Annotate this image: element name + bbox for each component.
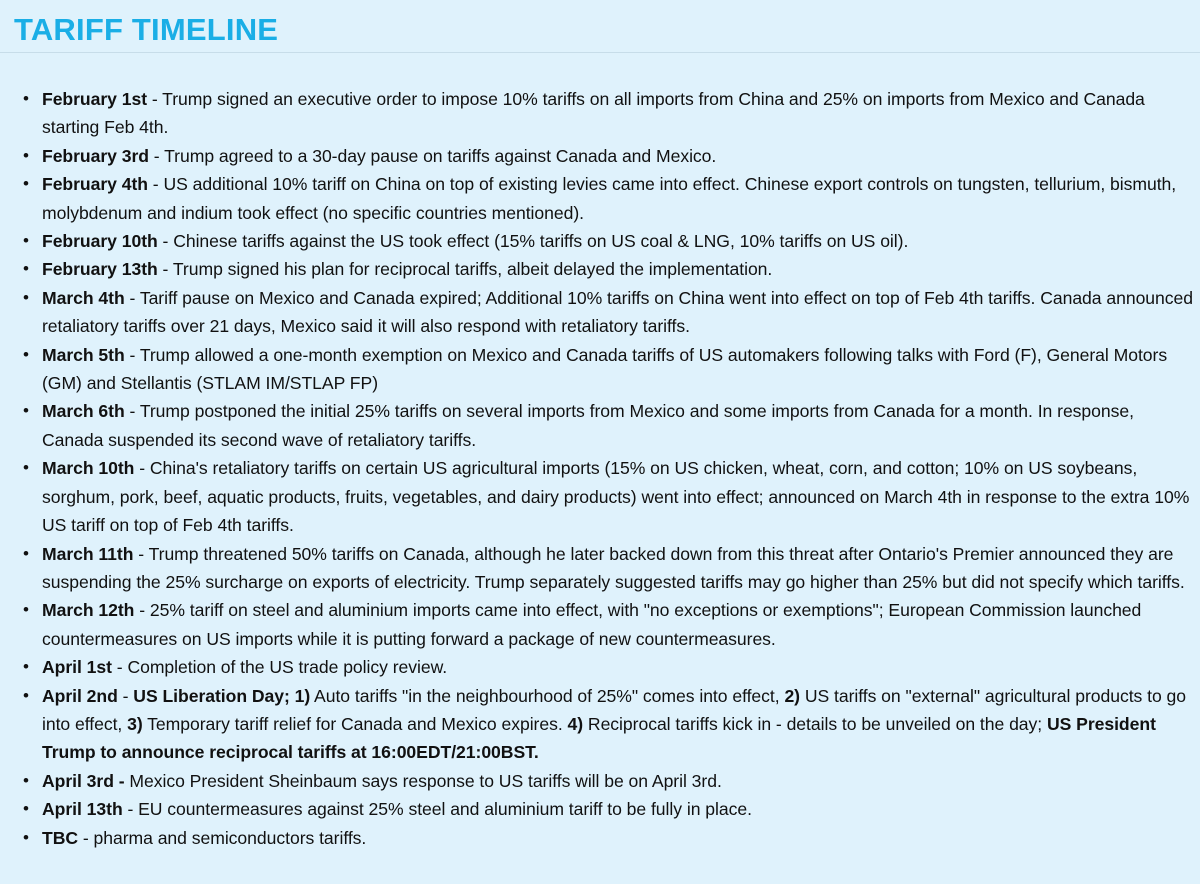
entry-text: Auto tariffs "in the neighbourhood of 25%" comes into effect, bbox=[310, 685, 785, 706]
entry-text: - EU countermeasures against 25% steel and aluminium tariff to be fully in place. bbox=[122, 799, 752, 820]
timeline-entry bbox=[23, 85, 1194, 142]
timeline-entry bbox=[23, 170, 1194, 227]
bullet-icon: • bbox=[23, 827, 29, 847]
entry-text: - Trump threatened 50% tariffs on Canada, although he later backed down from this threat after Ontario's Premier announced they are suspending the 25% surcharge on exports of electricity. Trump separately suggested tariffs may go higher than 25% but did not specify which tariffs. bbox=[42, 543, 1185, 592]
timeline-entry bbox=[23, 540, 1194, 597]
bullet-icon: • bbox=[23, 231, 29, 251]
bullet-icon: • bbox=[23, 799, 29, 819]
bullet-icon: • bbox=[23, 401, 29, 421]
bullet-icon: • bbox=[23, 145, 29, 165]
page-header bbox=[0, 0, 1200, 53]
entry-text: - 25% tariff on steel and aluminium imports came into effect, with "no exceptions or exemptions"; European Commission launched countermeasures on US imports while it is putting forward a package of new countermeasures. bbox=[42, 600, 1142, 649]
entry-text: - China's retaliatory tariffs on certain US agricultural imports (15% on US chicken, wheat, corn, and cotton; 10% on US soybeans, sorghum, pork, beef, aquatic products, fruits, vegetables, and dairy products) went into effect; announced on March 4th in response to the extra 10% US tariff on top of Feb 4th tariffs. bbox=[42, 458, 1190, 536]
timeline-entry bbox=[23, 397, 1194, 454]
entry-date: April 3rd - bbox=[42, 770, 125, 791]
bullet-icon: • bbox=[23, 174, 29, 194]
bullet-icon: • bbox=[23, 89, 29, 108]
entry-text: - pharma and semiconductors tariffs. bbox=[78, 827, 367, 848]
entry-text: - Chinese tariffs against the US took effect (15% tariffs on US coal & LNG, 10% tariffs on US oil). bbox=[157, 231, 909, 252]
entry-date: March 5th bbox=[42, 344, 125, 365]
bullet-icon: • bbox=[23, 259, 29, 279]
entry-date: February 4th bbox=[42, 174, 148, 195]
entry-emphasis: US President Trump to announce reciprocal tariffs at 16:00EDT/21:00BST. bbox=[42, 713, 1156, 763]
timeline-entry bbox=[23, 682, 1194, 767]
entry-date: February 3rd bbox=[42, 145, 149, 166]
entry-text: - Completion of the US trade policy review. bbox=[111, 657, 448, 678]
bullet-icon: • bbox=[23, 344, 29, 364]
timeline-entry bbox=[23, 227, 1194, 255]
bullet-icon: • bbox=[23, 458, 29, 478]
timeline-entry bbox=[23, 454, 1194, 539]
entry-text: Mexico President Sheinbaum says response to US tariffs will be on April 3rd. bbox=[124, 770, 722, 791]
entry-text: - Trump signed an executive order to impose 10% tariffs on all imports from China and 25% on imports from Mexico and Canada starting Feb 4th. bbox=[42, 89, 1145, 138]
timeline-entry bbox=[23, 284, 1194, 341]
entry-date: TBC bbox=[42, 827, 79, 848]
entry-emphasis: US Liberation Day; 1) bbox=[133, 685, 311, 706]
entry-text: - Trump agreed to a 30-day pause on tariffs against Canada and Mexico. bbox=[148, 145, 717, 166]
entry-date: April 1st bbox=[42, 657, 112, 678]
entry-date: March 12th bbox=[42, 600, 135, 621]
timeline-list bbox=[23, 85, 1194, 852]
timeline-entry bbox=[23, 824, 1194, 852]
timeline-entry bbox=[23, 767, 1194, 795]
entry-emphasis: 2) bbox=[784, 685, 800, 706]
page-title: TARIFF TIMELINE bbox=[14, 12, 279, 47]
entry-text: - Trump postponed the initial 25% tariffs on several imports from Mexico and some imports from Canada for a month. In response, Canada suspended its second wave of retaliatory tariffs. bbox=[42, 401, 1134, 450]
entry-date: February 13th bbox=[42, 259, 158, 280]
timeline-entry bbox=[23, 795, 1194, 823]
entry-date: February 10th bbox=[42, 231, 158, 252]
entry-date: March 4th bbox=[42, 287, 125, 308]
bullet-icon: • bbox=[23, 770, 29, 790]
timeline-entry bbox=[23, 596, 1194, 653]
bullet-icon: • bbox=[23, 600, 29, 620]
entry-text: Reciprocal tariffs kick in - details to be unveiled on the day; bbox=[583, 713, 1047, 734]
bullet-icon: • bbox=[23, 685, 29, 705]
entry-text: US tariffs on "external" agricultural products to go into effect, bbox=[42, 685, 1187, 734]
bullet-icon: • bbox=[23, 657, 29, 677]
entry-date: April 2nd bbox=[42, 685, 118, 706]
entry-emphasis: 4) bbox=[567, 713, 584, 734]
entry-date: March 6th bbox=[42, 401, 125, 422]
timeline-entry bbox=[23, 255, 1194, 283]
entry-date: April 13th bbox=[42, 799, 123, 820]
entry-text: - Trump allowed a one-month exemption on Mexico and Canada tariffs of US automakers following talks with Ford (F), General Motors (GM) and Stellantis (STLAM IM/STLAP FP) bbox=[42, 344, 1168, 394]
bullet-icon: • bbox=[23, 543, 29, 563]
timeline-entry bbox=[23, 341, 1194, 398]
entry-text: - US additional 10% tariff on China on top of existing levies came into effect. Chinese export controls on tungsten, tellurium, bismuth, molybdenum and indium took effect (no specific countries mentioned). bbox=[42, 174, 1177, 223]
entry-text: - Trump signed his plan for reciprocal tariffs, albeit delayed the implementation. bbox=[157, 259, 773, 280]
timeline-entry bbox=[23, 142, 1194, 170]
entry-date: March 10th bbox=[42, 458, 135, 479]
entry-text: - Tariff pause on Mexico and Canada expired; Additional 10% tariffs on China went into effect on top of Feb 4th tariffs. Canada announced retaliatory tariffs over 21 days, Mexico said it will also respond with retaliatory tariffs. bbox=[42, 287, 1193, 337]
entry-date: February 1st bbox=[42, 89, 148, 109]
entry-emphasis: 3) bbox=[127, 713, 143, 734]
timeline-entry bbox=[23, 653, 1194, 681]
entry-date: March 11th bbox=[42, 543, 134, 564]
entry-text: - bbox=[117, 685, 134, 706]
bullet-icon: • bbox=[23, 287, 29, 307]
entry-text: Temporary tariff relief for Canada and Mexico expires. bbox=[142, 713, 568, 734]
